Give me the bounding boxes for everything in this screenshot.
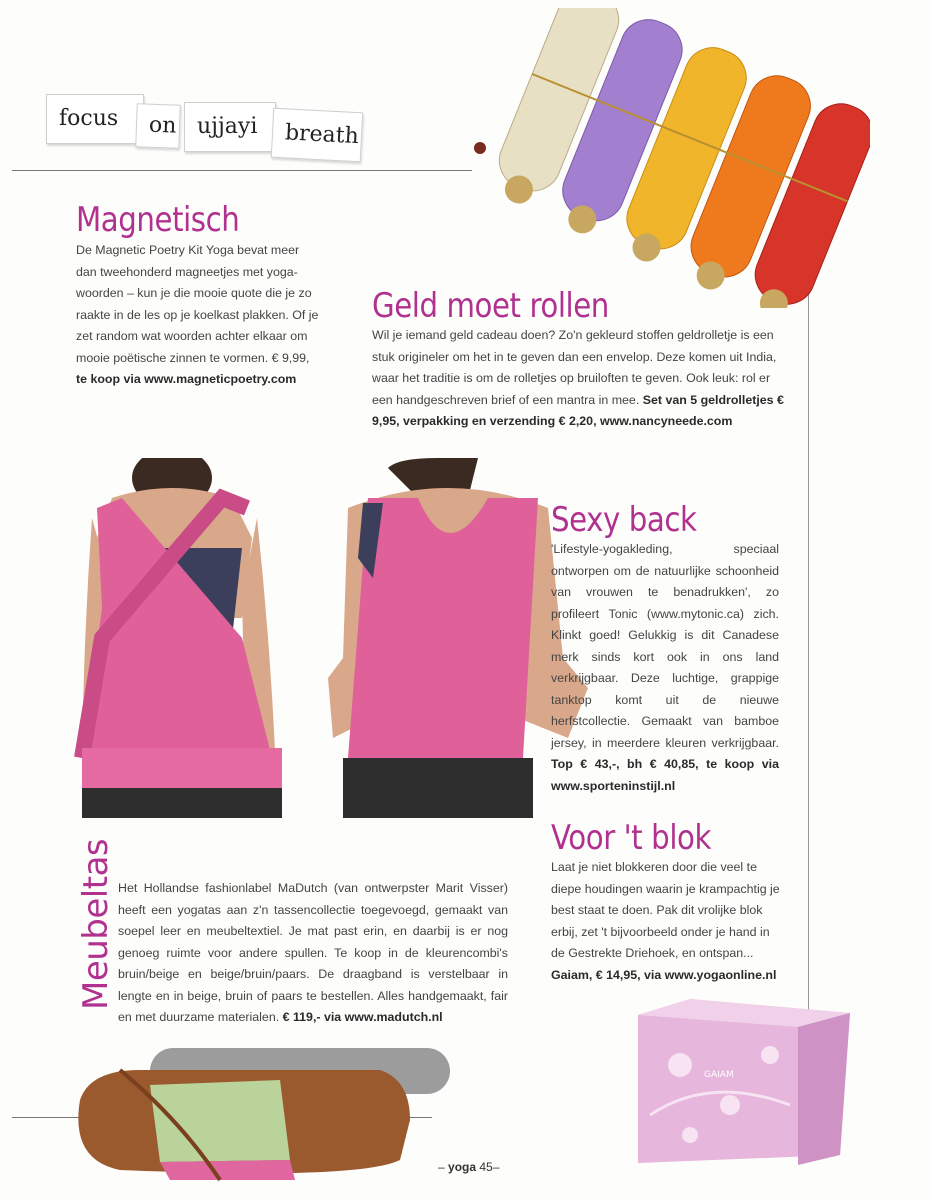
magnet-word: ujjayi — [184, 102, 276, 152]
geld-buy: Set van 5 geldrolletjes € 9,95, verpakking en verzending € 2,20, www.nancyneede.com — [372, 392, 784, 428]
top-rule — [12, 170, 472, 171]
magnet-word: breath — [271, 108, 363, 163]
magnetisch-text — [76, 240, 321, 391]
meubeltas-text — [118, 878, 508, 1029]
magnet-word: on — [135, 103, 181, 149]
magnet-word: focus — [46, 94, 144, 144]
sexy-body: 'Lifestyle-yogakleding, speciaal ontworpen om de natuurlijke schoonheid van vrouwen te benadrukken', zo profileert Tonic (www.mytonic.ca) zich. Klinkt goed! Gelukkig is dit Canadese merk sinds kort ook in ons land verkrijgbaar. Deze luchtige, grappige tanktop komt uit de nieuwe herfstcollectie. Gemaakt van bamboe jersey, in meerdere kleuren verkrijgbaar. — [551, 542, 779, 750]
block-logo: GAIAM — [704, 1070, 734, 1080]
sexy-text — [551, 539, 779, 797]
meubeltas-body: Het Hollandse fashionlabel MaDutch (van ontwerpster Marit Visser) heeft een yogatas aan z'n tassencollectie toegevoegd, gemaakt van soepel leer en meubeltextiel. Je mat past erin, en daarbij is er nog genoeg ruimte voor andere spullen. Te koop in de kleurencombi's bruin/beige en beige/bruin/paars. De draagband is verstelbaar in lengte en in beige, bruin of paars te bestellen. Alles handgemaakt, fair en met duurzame materialen. — [118, 881, 508, 1024]
footer-page-number: 45 — [479, 1160, 493, 1174]
footer-brand: yoga — [448, 1160, 477, 1174]
magnetisch-title: Magnetisch — [76, 200, 240, 240]
magnetisch-buy: te koop via www.magneticpoetry.com — [76, 372, 297, 386]
yoga-block-image — [630, 995, 855, 1173]
sexy-buy: Top € 43,-, bh € 40,85, te koop via www.sporteninstijl.nl — [551, 757, 779, 793]
blok-text — [551, 857, 786, 986]
blok-title: Voor 't blok — [551, 818, 711, 858]
sexy-title: Sexy back — [551, 500, 697, 540]
money-rolls-image — [450, 8, 870, 308]
blok-body: Laat je niet blokkeren door die veel te diepe houdingen waarin je krampachtig je best staat te doen. Pak dit vrolijke blok erbij, zet 't bijvoorbeeld onder je hand in de Gestrekte Driehoek, en ontspan... — [551, 860, 780, 960]
blok-buy: Gaiam, € 14,95, via www.yogaonline.nl — [551, 967, 777, 982]
tanktop-back-photo — [42, 458, 307, 818]
geld-title: Geld moet rollen — [372, 286, 609, 326]
meubeltas-buy: € 119,- via www.madutch.nl — [282, 1010, 443, 1024]
geld-body: Wil je iemand geld cadeau doen? Zo'n gekleurd stoffen geldrolletje is een stuk origineler om het in te geven dan een envelop. Deze komen uit India, waar het traditie is om de rolletjes op bruiloften te geven. Ook leuk: rol er een handgeschreven brief of een mantra in mee. — [372, 328, 777, 407]
geld-text — [372, 325, 792, 433]
right-rule — [808, 290, 809, 1010]
magnetisch-body: De Magnetic Poetry Kit Yoga bevat meer dan tweehonderd magneetjes met yoga-woorden – kun je die mooie quote die je zo raakte in de les op je koelkast plakken. Of je zet random wat woorden achter elkaar om mooie poëtische zinnen te vormen. € 9,99, — [76, 243, 319, 365]
yoga-bag-image — [60, 1040, 460, 1190]
page-footer: – yoga 45– — [438, 1160, 500, 1174]
meubeltas-title: Meubeltas — [76, 838, 116, 1010]
